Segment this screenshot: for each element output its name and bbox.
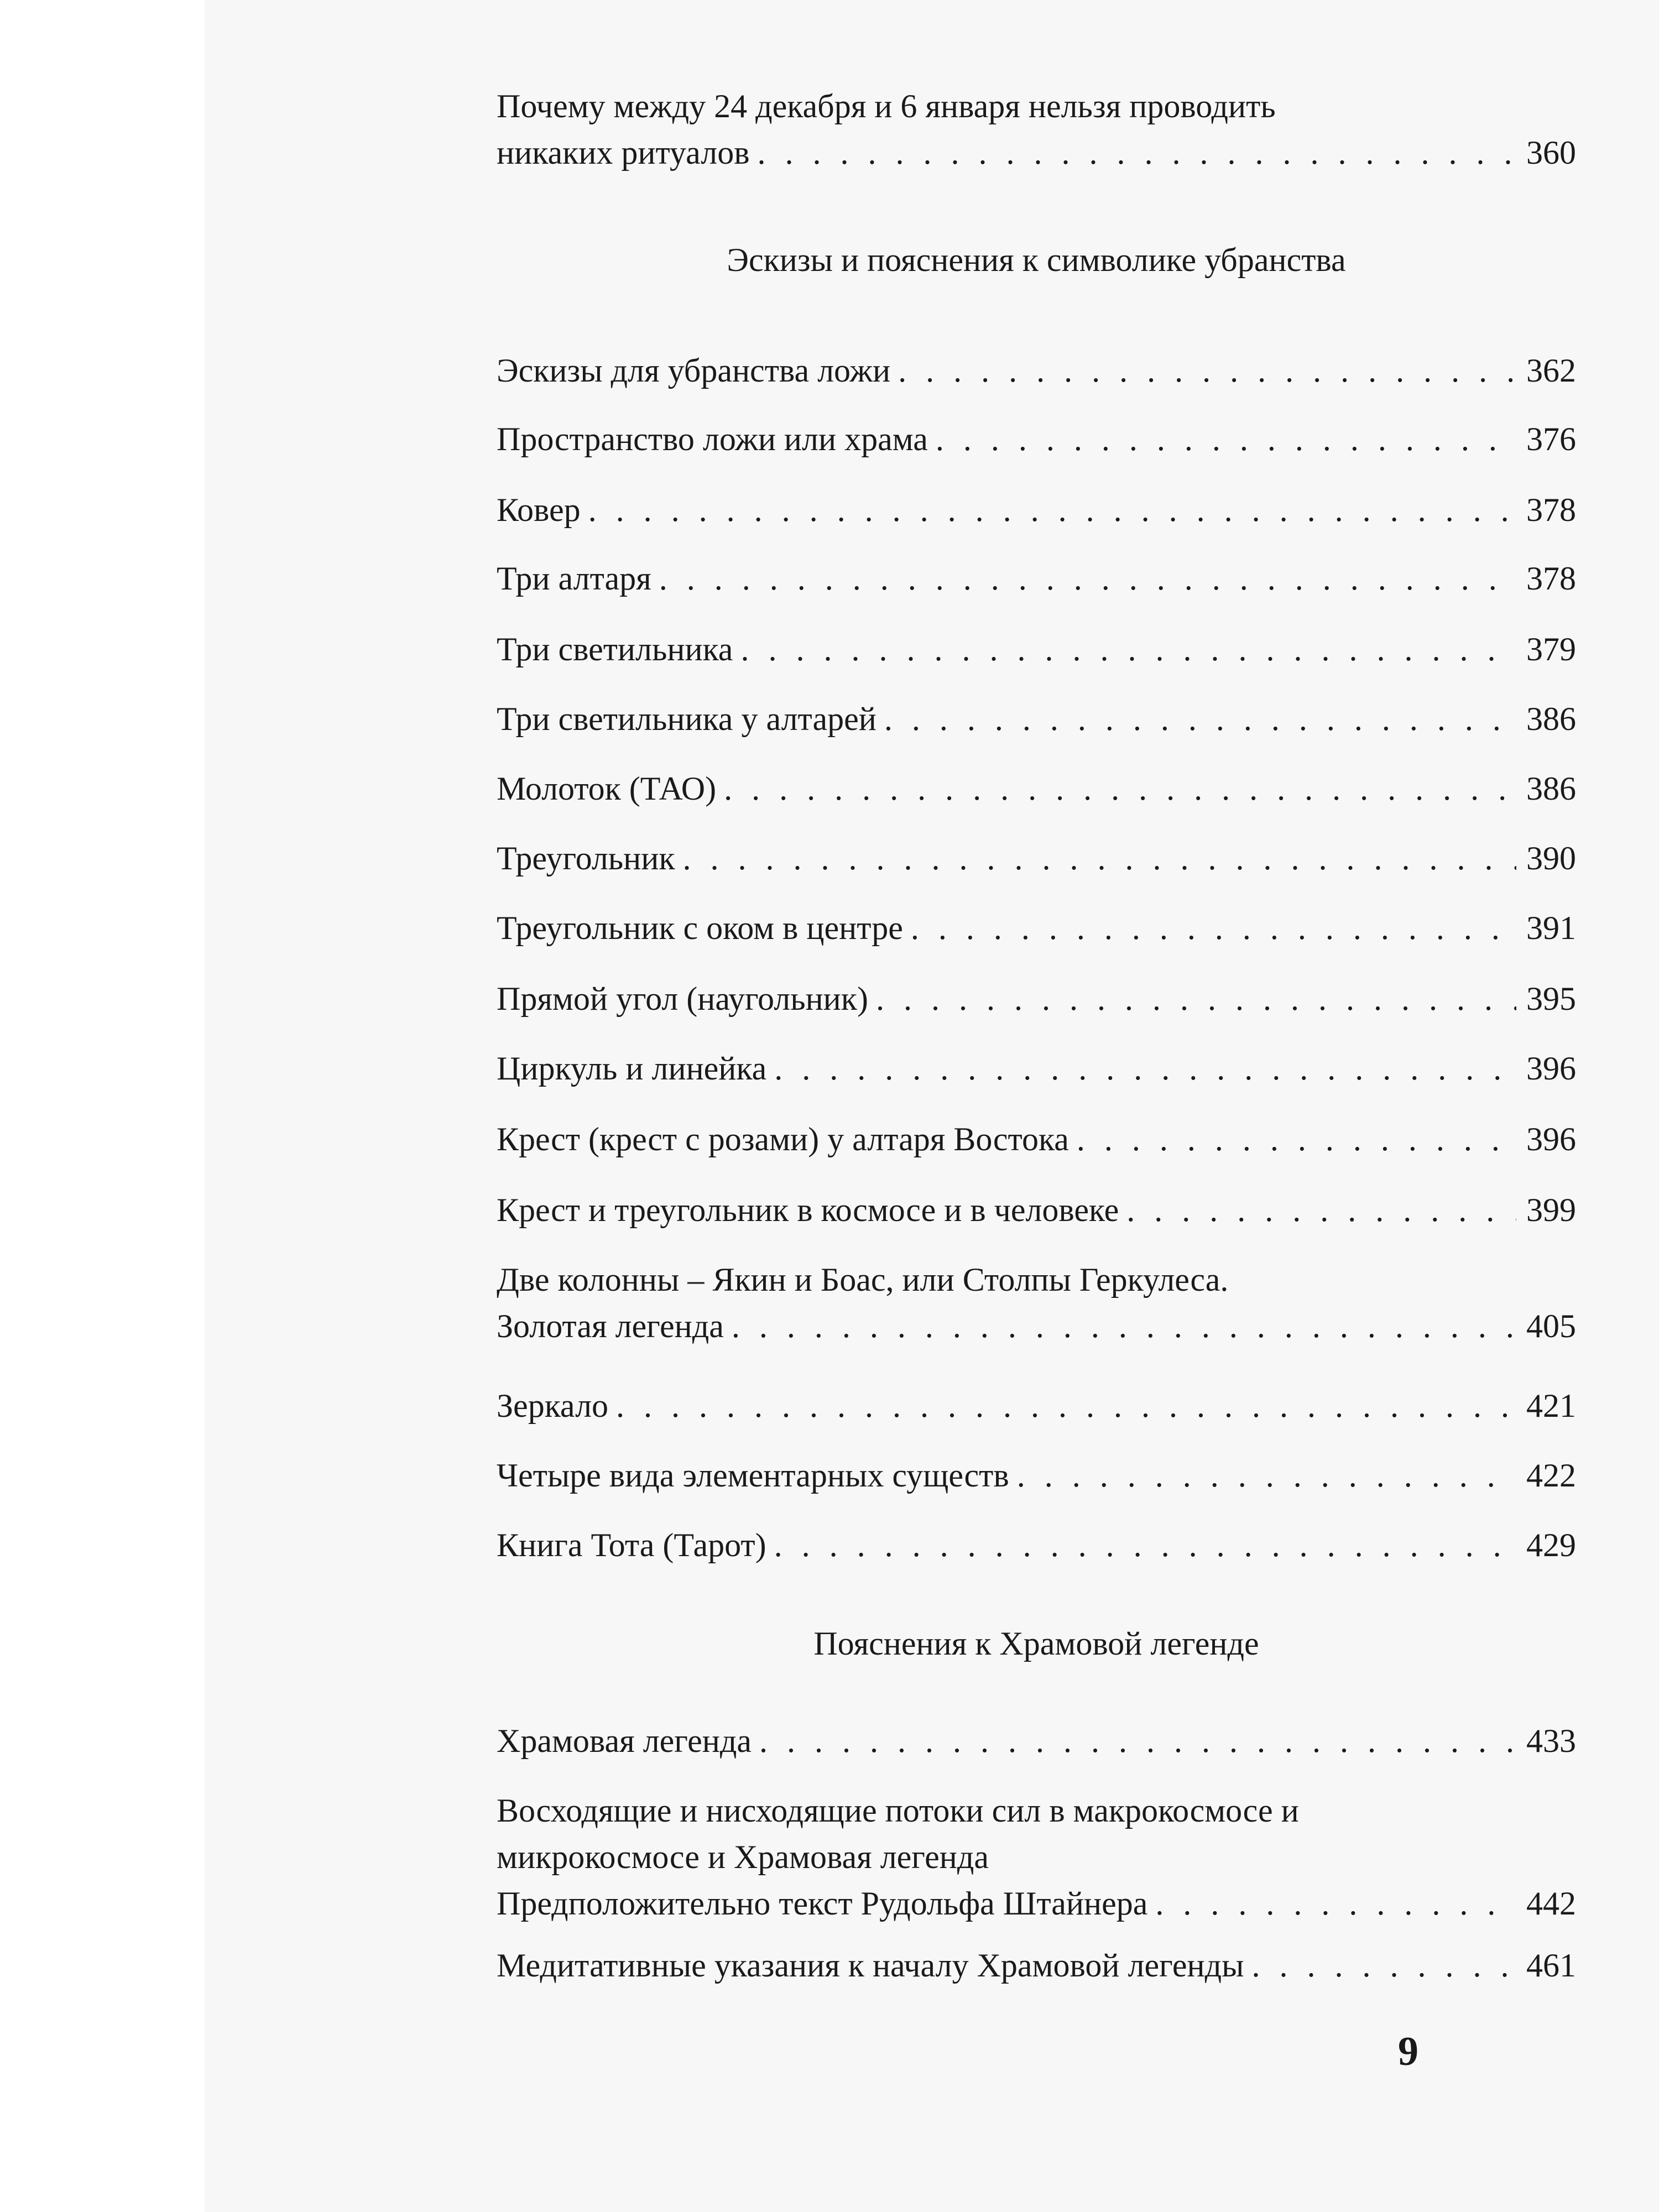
toc-entry xyxy=(497,1045,1576,1092)
toc-entry-page: 461 xyxy=(1526,1947,1576,1984)
toc-entry-title: Прямой угол (наугольник) xyxy=(497,980,868,1017)
toc-entry-title: Медитативные указания к началу Храмовой легенды xyxy=(497,1947,1244,1984)
toc-entry-page: 429 xyxy=(1526,1527,1576,1563)
toc-entry-page: 390 xyxy=(1526,840,1576,877)
dot-leader xyxy=(774,1522,1516,1568)
toc-entry-title: никаких ритуалов xyxy=(497,134,750,171)
dot-leader xyxy=(774,1045,1516,1092)
toc-entry-page: 391 xyxy=(1526,910,1576,946)
toc-entry-title: Книга Тота (Тарот) xyxy=(497,1527,766,1563)
toc-entry-page: 421 xyxy=(1526,1387,1576,1424)
dot-leader xyxy=(884,696,1516,742)
toc-entry xyxy=(497,1718,1576,1764)
toc-entry xyxy=(497,1383,1576,1429)
toc-entry-title: Предположительно текст Рудольфа Штайнера xyxy=(497,1885,1148,1922)
toc-entry-page: 433 xyxy=(1526,1723,1576,1759)
toc-entry-page: 378 xyxy=(1526,560,1576,597)
toc-entry-page: 379 xyxy=(1526,631,1576,667)
dot-leader xyxy=(683,835,1517,881)
toc-entry-title: Молоток (ТАО) xyxy=(497,770,717,807)
dot-leader xyxy=(588,487,1516,533)
toc-entry xyxy=(497,1256,1576,1349)
dot-leader xyxy=(740,626,1516,672)
toc-entry-title: Три светильника у алтарей xyxy=(497,701,877,737)
section-heading: Пояснения к Храмовой легенде xyxy=(813,1625,1259,1662)
toc-entry xyxy=(497,83,1576,176)
toc-entry-page: 362 xyxy=(1526,352,1576,389)
toc-entry-title: Три алтаря xyxy=(497,560,651,597)
toc-entry-title: Крест и треугольник в космосе и в человеке xyxy=(497,1192,1119,1228)
toc-entry xyxy=(497,975,1576,1022)
dot-leader xyxy=(659,555,1516,602)
toc-entry xyxy=(497,1942,1576,1989)
toc-entry-page: 422 xyxy=(1526,1457,1576,1494)
toc-entry-title: Четыре вида элементарных существ xyxy=(497,1457,1009,1494)
toc-entry-title: Ковер xyxy=(497,492,581,528)
table-of-contents xyxy=(497,0,1576,2212)
toc-entry xyxy=(497,555,1576,602)
toc-entry-title: Крест (крест с розами) у алтаря Востока xyxy=(497,1121,1069,1157)
toc-entry-page: 396 xyxy=(1526,1050,1576,1087)
toc-entry xyxy=(497,1116,1576,1162)
dot-leader xyxy=(732,1303,1516,1349)
dot-leader xyxy=(759,1718,1516,1764)
dot-leader xyxy=(1077,1116,1516,1162)
dot-leader xyxy=(911,905,1516,951)
toc-entry xyxy=(497,1452,1576,1499)
toc-entry xyxy=(497,905,1576,951)
toc-entry-title: Три светильника xyxy=(497,631,733,667)
toc-entry-page: 360 xyxy=(1526,134,1576,171)
toc-entry-page: 396 xyxy=(1526,1121,1576,1157)
toc-entry-title: Пространство ложи или храма xyxy=(497,421,928,457)
toc-entry xyxy=(497,1522,1576,1568)
toc-entry-page: 378 xyxy=(1526,492,1576,528)
toc-entry-title: Циркуль и линейка xyxy=(497,1050,767,1087)
toc-entry-page: 399 xyxy=(1526,1192,1576,1228)
toc-entry-title: Золотая легенда xyxy=(497,1308,724,1344)
toc-entry xyxy=(497,347,1576,394)
toc-entry-page: 376 xyxy=(1526,421,1576,457)
toc-entry xyxy=(497,696,1576,742)
dot-leader xyxy=(1126,1187,1516,1233)
section-heading: Эскизы и пояснения к символике убранства xyxy=(727,242,1346,278)
toc-entry xyxy=(497,835,1576,881)
toc-entry-page: 386 xyxy=(1526,770,1576,807)
dot-leader xyxy=(1252,1942,1517,1989)
toc-entry-page: 386 xyxy=(1526,701,1576,737)
toc-entry xyxy=(497,626,1576,672)
page-number: 9 xyxy=(1398,2029,1418,2074)
toc-entry-title-line: Восходящие и нисходящие потоки сил в макрокосмосе и xyxy=(497,1792,1299,1829)
dot-leader xyxy=(936,416,1516,462)
dot-leader xyxy=(898,347,1516,394)
dot-leader xyxy=(1155,1880,1516,1927)
toc-entry xyxy=(497,416,1576,462)
toc-entry xyxy=(497,765,1576,812)
toc-entry-title-line: Почему между 24 декабря и 6 января нельзя проводить xyxy=(497,88,1276,124)
toc-entry xyxy=(497,1187,1576,1233)
toc-entry xyxy=(497,1787,1576,1927)
toc-entry xyxy=(497,487,1576,533)
toc-entry-page: 395 xyxy=(1526,980,1576,1017)
toc-entry-title: Храмовая легенда xyxy=(497,1723,752,1759)
toc-entry-page: 405 xyxy=(1526,1308,1576,1344)
toc-entry-title-line: микрокосмосе и Храмовая легенда xyxy=(497,1839,989,1875)
toc-entry-page: 442 xyxy=(1526,1885,1576,1922)
toc-entry-title: Эскизы для убранства ложи xyxy=(497,352,891,389)
dot-leader xyxy=(1017,1452,1516,1499)
toc-entry-title-line: Две колонны – Якин и Боас, или Столпы Геркулеса. xyxy=(497,1261,1229,1298)
book-page xyxy=(205,0,1659,2212)
dot-leader xyxy=(724,765,1516,812)
toc-entry-title: Треугольник с оком в центре xyxy=(497,910,903,946)
toc-entry-title: Зеркало xyxy=(497,1387,609,1424)
dot-leader xyxy=(758,129,1516,176)
toc-entry-title: Треугольник xyxy=(497,840,675,877)
dot-leader xyxy=(876,975,1516,1022)
dot-leader xyxy=(616,1383,1516,1429)
